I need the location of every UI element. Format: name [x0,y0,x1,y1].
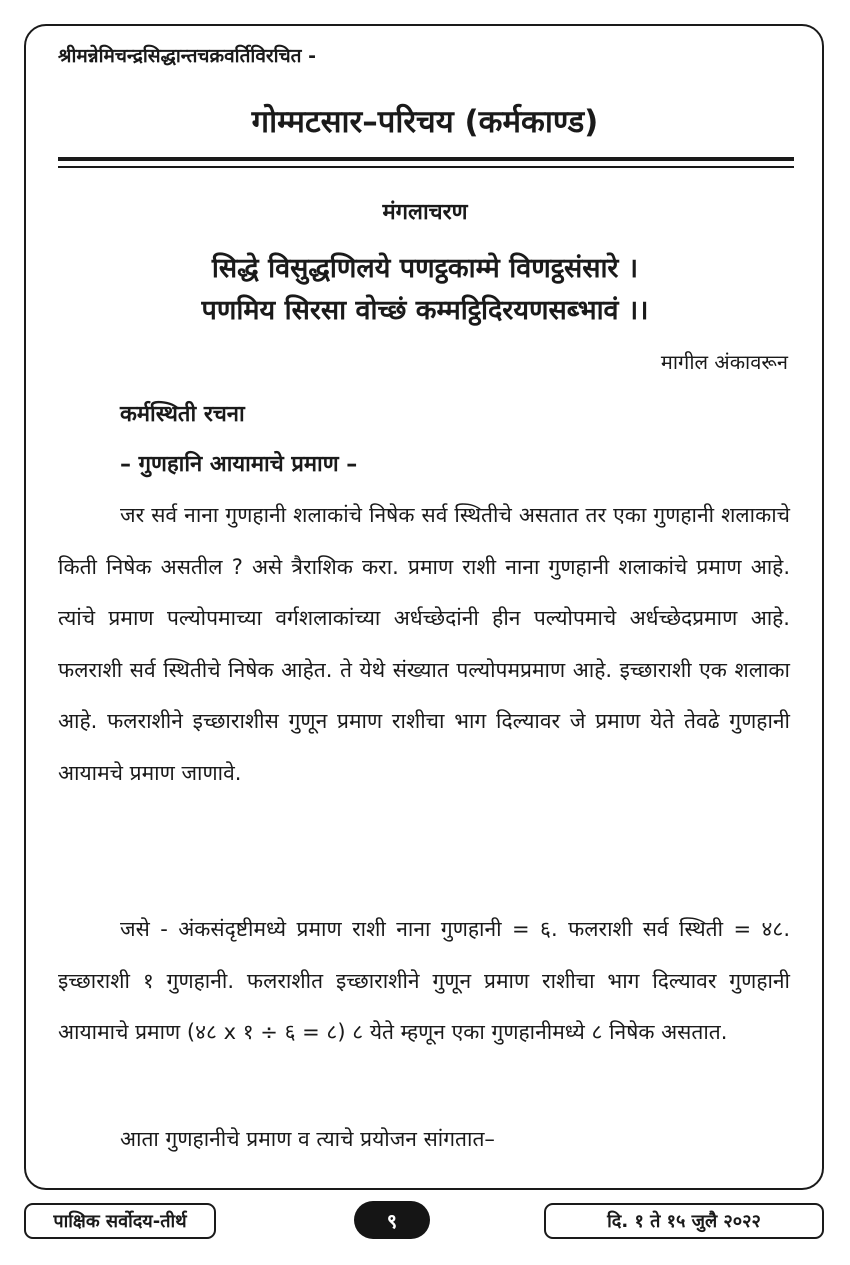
page-number: ९ [386,1208,398,1233]
verse-line-1: सिद्धे विसुद्धणिलये पणट्ठकाम्मे विणट्ठसंसारे । [211,253,639,284]
publication-name: पाक्षिक सर्वोदय-तीर्थ [53,1211,187,1232]
body-paragraph-1: जर सर्व नाना गुणहानी शलाकांचे निषेक सर्व स्थितीचे असतात तर एका गुणहानी शलाकाचे किती निषेक असतील ? असे त्रैराशिक करा. प्रमाण राशी नाना गुणहानी शलाकांचे प्रमाण आहे. त्यांचे प्रमाण पल्योपमाच्या वर्गशलाकांच्या अर्धच्छेदांनी हीन पल्योपमाचे अर्धच्छेदप्रमाण आहे. फलराशी सर्व स्थितीचे निषेक आहेत. ते येथे संख्यात पल्योपमप्रमाण आहे. इच्छाराशी एक शलाका आहे. फलराशीने इच्छाराशीस गुणून प्रमाण राशीचा भाग दिल्यावर जे प्रमाण येते तेवढे गुणहानी आयामचे प्रमाण जाणावे. [58,503,790,785]
page-title: गोम्मटसार–परिचय (कर्मकाण्ड) [251,104,599,140]
page-number-badge [354,1201,430,1239]
body-paragraph-3: आता गुणहानीचे प्रमाण व त्याचे प्रयोजन सांगतात– [120,1127,495,1151]
issue-date: दि. १ ते १५ जुलै २०२२ [607,1211,761,1232]
title-divider-thick [58,157,794,161]
footer-publication [24,1203,216,1239]
title-divider-thin [58,166,794,168]
continued-note: मागील अंकावरून [660,350,788,374]
author-attribution: श्रीमन्नेमिचन्द्रसिद्धान्तचक्रवर्तिविरचित - [58,45,316,67]
footer-date [544,1203,824,1239]
invocation-heading: मंगलाचरण [382,200,468,225]
section-subheading: – गुणहानि आयामाचे प्रमाण – [120,452,358,477]
verse-line-2: पणमिय सिरसा वोच्छं कम्मट्ठिदिरयणसब्भावं ।। [201,295,649,326]
section-heading: कर्मस्थिती रचना [120,402,245,427]
body-paragraph-2: जसे - अंकसंदृष्टीमध्ये प्रमाण राशी नाना गुणहानी = ६. फलराशी सर्व स्थिती = ४८. इच्छाराशी १ गुणहानी. फलराशीत इच्छाराशीने गुणून प्रमाण राशीचा भाग दिल्यावर गुणहानी आयामाचे प्रमाण (४८ x १ ÷ ६ = ८) ८ येते म्हणून एका गुणहानीमध्ये ८ निषेक असतात. [58,917,790,1045]
